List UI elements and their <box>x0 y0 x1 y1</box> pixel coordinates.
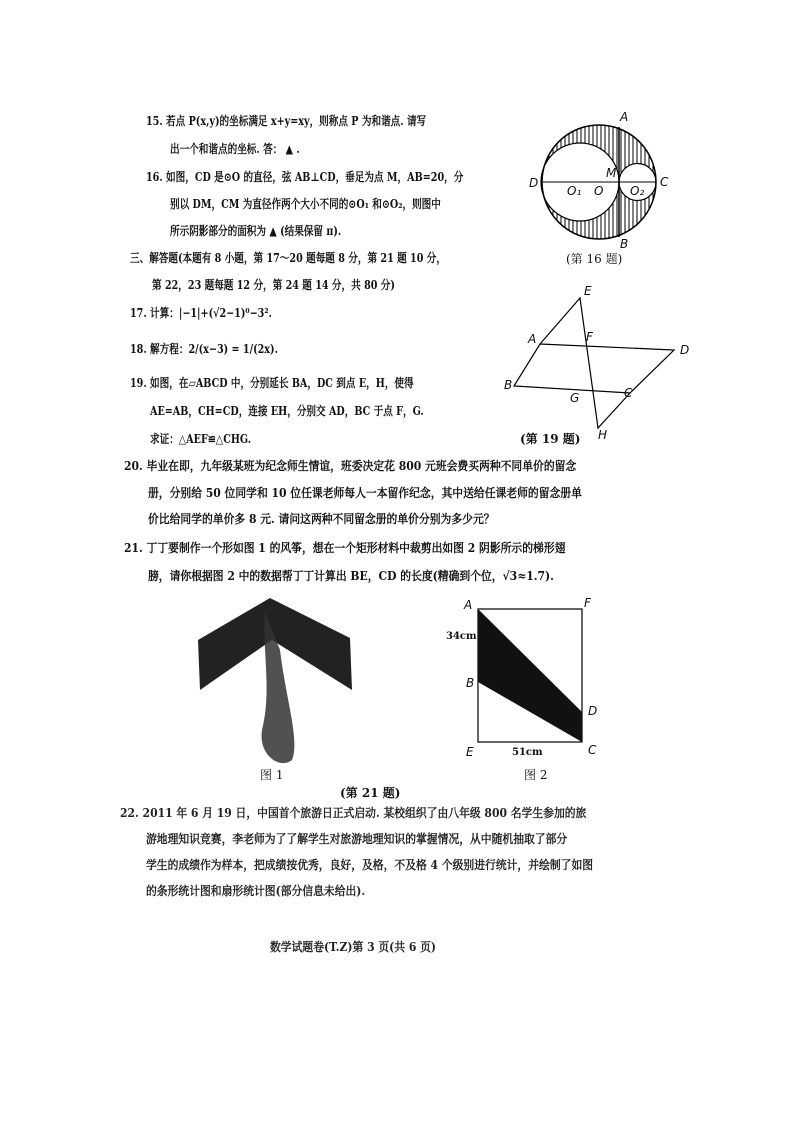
fig16-label-O2: O₂ <box>630 184 645 198</box>
fig21-label-A: A <box>464 598 473 612</box>
fig21-caption: (第 21 题) <box>340 786 401 800</box>
fig16-label-D: D <box>529 176 539 190</box>
fig19-label-C: C <box>624 386 633 400</box>
fig16-label-C: C <box>660 175 669 189</box>
fig21-dim-34cm: 34cm <box>446 631 477 642</box>
fig19-caption: (第 19 题) <box>520 432 581 446</box>
q16-line: 别以 DM，CM 为直径作两个大小不同的⊙O₁ 和⊙O₂，则图中 <box>170 197 441 211</box>
q22-line: 22. 2011 年 6 月 19 日，中国首个旅游日正式启动. 某校组织了由八年级 800 名学生参加的旅 <box>120 806 587 820</box>
q15-line: 出一个和谐点的坐标. 答： ▲ . <box>170 142 300 156</box>
fig21-label-D: D <box>588 704 598 718</box>
fig21-fig2-label: 图 2 <box>524 768 548 782</box>
q19-line: 19. 如图，在▱ABCD 中，分别延长 BA，DC 到点 E，H，使得 <box>130 376 414 390</box>
q21-line: 膀，请你根据图 2 中的数据帮丁丁计算出 BE，CD 的长度(精确到个位，√3≈1.7). <box>148 569 554 583</box>
fig16-label-O1: O₁ <box>567 184 582 198</box>
fig21-fig1-label: 图 1 <box>260 768 284 782</box>
q15-line: 15. 若点 P(x,y)的坐标满足 x+y=xy，则称点 P 为和谐点. 请写 <box>146 114 427 128</box>
q21-line: 21. 丁丁要制作一个形如图 1 的风筝，想在一个矩形材料中裁剪出如图 2 阴影所示的梯形翅 <box>124 541 566 555</box>
q22-line: 学生的成绩作为样本，把成绩按优秀，良好，及格，不及格 4 个级别进行统计，并绘制了如图 <box>146 858 594 872</box>
fig16-label-O: O <box>594 184 604 198</box>
page-footer: 数学试题卷(T.Z)第 3 页(共 6 页) <box>270 940 437 954</box>
fig19-label-G: G <box>570 391 580 405</box>
fig16-label-M: M <box>606 166 617 180</box>
section-line: 第 22，23 题每题 12 分，第 24 题 14 分，共 80 分) <box>152 278 395 292</box>
q19-line: 求证：△AEF≌△CHG. <box>150 432 252 446</box>
fig16-caption: (第 16 题) <box>566 252 623 266</box>
q19-line: AE=AB，CH=CD，连接 EH，分别交 AD，BC 于点 F，G. <box>150 404 424 418</box>
fig16-label-A: A <box>620 110 629 124</box>
fig19-label-B: B <box>504 378 513 392</box>
figure-21-rectangle <box>478 609 582 742</box>
q22-line: 游地理知识竞赛，李老师为了了解学生对旅游地理知识的掌握情况，从中随机抽取了部分 <box>146 832 568 846</box>
fig19-label-E: E <box>584 284 592 298</box>
q16-line: 所示阴影部分的面积为 ▲ (结果保留 π). <box>170 224 342 238</box>
fig19-label-F: F <box>586 330 593 344</box>
figure-19-parallelogram <box>514 298 674 428</box>
fig21-dim-51cm: 51cm <box>512 747 543 758</box>
fig16-label-B: B <box>620 237 629 251</box>
q20-line: 20. 毕业在即，九年级某班为纪念师生情谊，班委决定花 800 元班会费买两种不同单价的留念 <box>124 459 577 473</box>
question-18: 18. 解方程：2/(x−3) = 1/(2x). <box>130 342 278 356</box>
fig21-label-C: C <box>588 743 597 757</box>
fig21-label-F: F <box>584 596 591 610</box>
figure-16-circles <box>541 125 656 239</box>
question-17: 17. 计算：|−1|+(√2−1)⁰−3². <box>130 306 272 320</box>
q16-line: 16. 如图，CD 是⊙O 的直径，弦 AB⊥CD，垂足为点 M，AB=20，分 <box>146 170 464 184</box>
fig21-label-B: B <box>466 676 475 690</box>
section-line: 三、解答题(本题有 8 小题，第 17～20 题每题 8 分，第 21 题 10 分， <box>130 251 446 265</box>
q20-line: 价比给同学的单价多 8 元. 请问这两种不同留念册的单价分别为多少元？ <box>148 512 495 526</box>
fig21-label-E: E <box>466 745 474 759</box>
fig19-label-H: H <box>598 428 608 442</box>
fig19-label-A: A <box>528 332 537 346</box>
figure-21-kite <box>198 598 352 763</box>
q22-line: 的条形统计图和扇形统计图(部分信息未给出). <box>146 884 366 898</box>
fig19-label-D: D <box>680 343 690 357</box>
q20-line: 册，分别给 50 位同学和 10 位任课老师每人一本留作纪念，其中送给任课老师的留念册单 <box>148 486 582 500</box>
